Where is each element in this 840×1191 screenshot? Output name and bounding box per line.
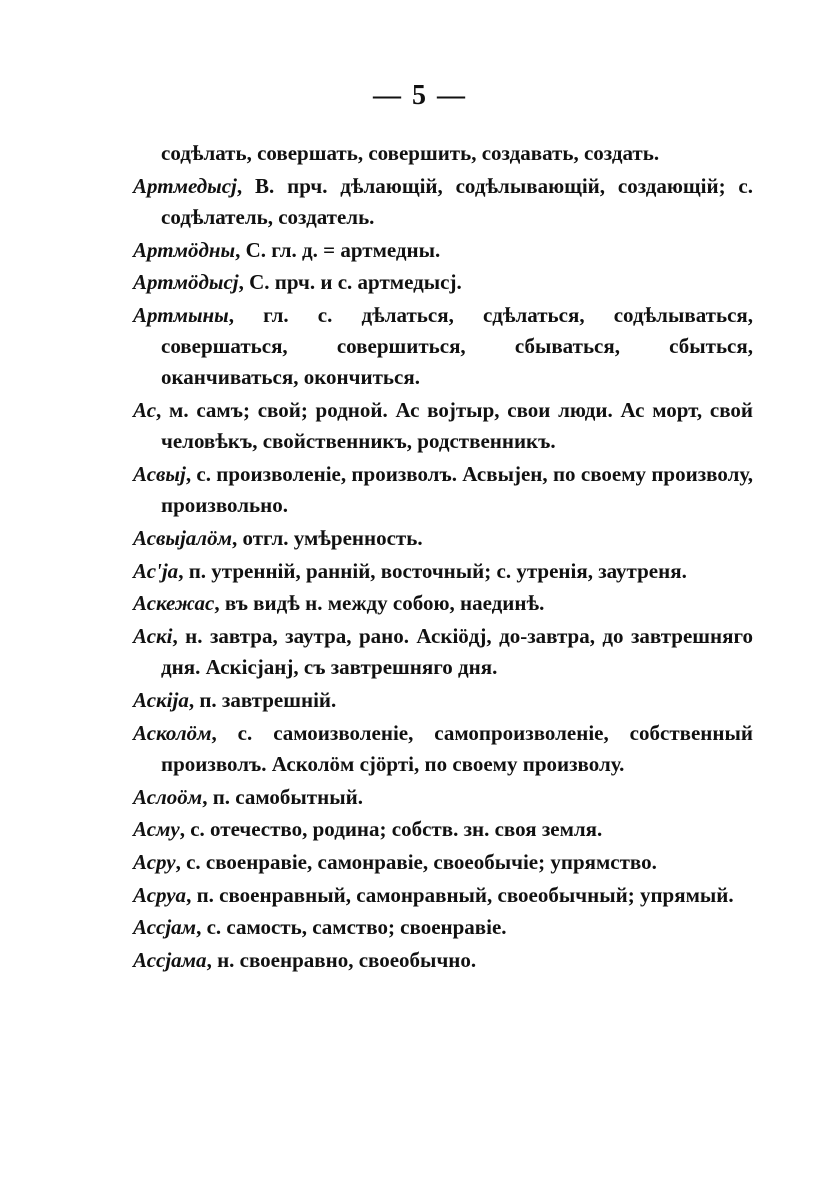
entry-headword: Аскежас xyxy=(133,591,215,616)
entry-headword: Аскіја xyxy=(133,687,189,712)
entry-headword: Артмедысј xyxy=(133,173,237,198)
entry-headword: Асру xyxy=(133,849,176,874)
entry-headword: Асвыјалӧм xyxy=(133,525,232,550)
entry-definition: , с. своенравіе, самонравіе, своеобычіе; упрямство. xyxy=(175,849,657,874)
entry-definition: , с. самоизволеніе, самопроизволеніе, собственный произволъ. Асколӧм сјӧртi, по своему произволу. xyxy=(161,720,753,776)
dictionary-entry xyxy=(133,523,753,554)
entry-definition: , п. утренній, ранній, восточный; с. утренія, заутреня. xyxy=(178,558,687,583)
entry-definition: , с. произволеніе, произволъ. Асвыјен, по своему произволу, произвольно. xyxy=(161,462,753,518)
entry-definition: , п. своенравный, самонравный, своеобычный; упрямый. xyxy=(186,882,734,907)
entry-definition: , с. самость, самство; своенравіе. xyxy=(196,915,507,940)
entry-headword: Аслоӧм xyxy=(133,784,203,809)
entry-definition: , п. самобытный. xyxy=(202,784,363,809)
dictionary-entry xyxy=(133,300,753,394)
entry-definition: , м. самъ; свой; родной. Ас војтыр, свои люди. Ас морт, свой человѣкъ, свойственникъ, родственникъ. xyxy=(156,398,753,454)
entry-headword: Асруа xyxy=(133,882,187,907)
entry-definition: , гл. с. дѣлаться, сдѣлаться, содѣлываться, совершаться, совершиться, сбываться, сбыться, оканчиваться, окончиться. xyxy=(161,303,753,390)
entry-headword: Ас xyxy=(133,398,157,423)
entry-definition: , отгл. умѣренность. xyxy=(231,525,423,550)
dictionary-entry xyxy=(133,621,753,683)
entry-headword: Ассјама xyxy=(133,948,207,973)
entry-definition: , п. завтрешній. xyxy=(188,687,337,712)
dictionary-entry xyxy=(133,718,753,780)
entry-definition: , с. отечество, родина; собств. зн. своя земля. xyxy=(179,817,603,842)
dictionary-entry xyxy=(133,847,753,878)
dictionary-entry xyxy=(133,588,753,619)
entry-headword: Ас'ја xyxy=(133,558,179,583)
dictionary-entry xyxy=(133,138,753,169)
entry-definition: , С. прч. и с. артмедысј. xyxy=(238,270,462,295)
entry-definition: содѣлать, совершать, совершить, создавать, создать. xyxy=(161,141,660,165)
entry-definition: , н. своенравно, своеобычно. xyxy=(206,948,477,973)
dictionary-entry xyxy=(133,171,753,233)
dictionary-entry xyxy=(133,556,753,587)
entry-headword: Асколӧм xyxy=(133,720,212,745)
entry-list xyxy=(133,138,753,978)
entry-headword: Артмӧдны xyxy=(133,237,236,262)
entry-definition: , въ видѣ н. между собою, наединѣ. xyxy=(214,591,545,616)
dictionary-entry xyxy=(133,912,753,943)
dictionary-entry xyxy=(133,814,753,845)
entry-definition: , н. завтра, заутра, рано. Аскіӧдј, до-завтра, до завтрешняго дня. Аскісјанј, съ завтрешняго дня. xyxy=(161,624,753,680)
entry-definition: , С. гл. д. = артмедны. xyxy=(235,237,441,262)
entry-headword: Артмӧдысј xyxy=(133,270,239,295)
entry-headword: Асму xyxy=(133,817,180,842)
dictionary-entry xyxy=(133,880,753,911)
dictionary-entry xyxy=(133,459,753,521)
entry-headword: Артмыны xyxy=(133,303,229,328)
page-number: — 5 — xyxy=(373,80,467,111)
dictionary-entry xyxy=(133,782,753,813)
entry-headword: Ассјам xyxy=(133,915,197,940)
dictionary-entry xyxy=(133,267,753,298)
entry-definition: , В. прч. дѣлающій, содѣлывающій, создающій; с. содѣлатель, создатель. xyxy=(161,173,753,229)
entry-headword: Асвыј xyxy=(133,462,186,487)
dictionary-entry xyxy=(133,395,753,457)
dictionary-entry xyxy=(133,685,753,716)
entry-headword: Аскі xyxy=(133,624,173,649)
dictionary-entry xyxy=(133,945,753,976)
dictionary-entry xyxy=(133,235,753,266)
